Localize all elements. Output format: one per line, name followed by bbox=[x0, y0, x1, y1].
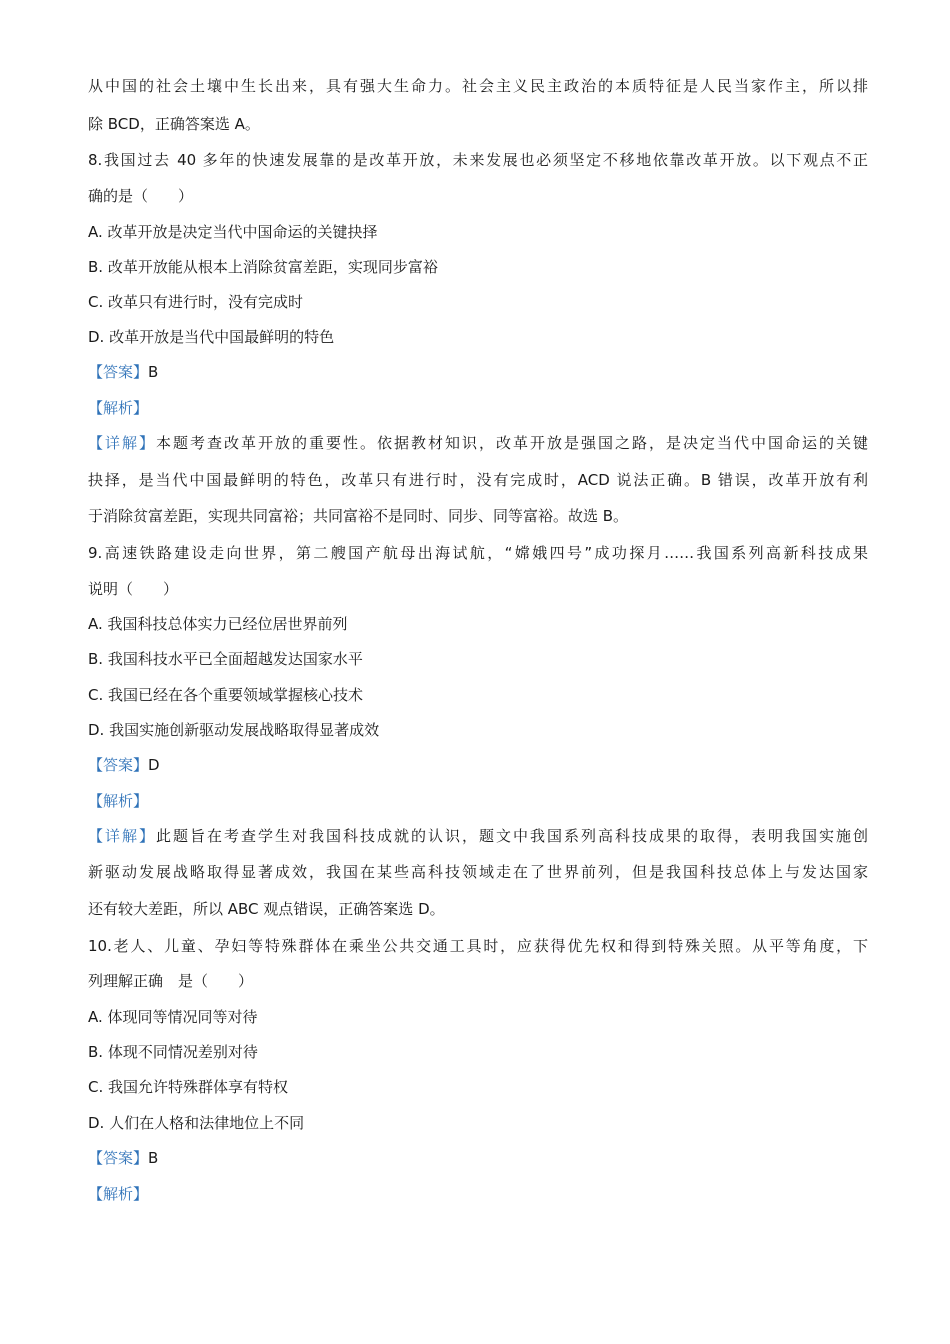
answer-tag: 【答案】 bbox=[88, 1149, 149, 1167]
q9-analysis-tag: 【解析】 bbox=[88, 792, 149, 810]
q8-detail-line-1 bbox=[88, 433, 868, 453]
answer-value: B bbox=[148, 1149, 159, 1167]
detail-text: 此题旨在考查学生对我国科技成就的认识，题文中我国系列高科技成果的取得，表明我国实施创 bbox=[156, 827, 868, 845]
q10-option-a: A. 体现同等情况同等对待 bbox=[88, 1008, 258, 1026]
q9-detail-line-2: 新驱动发展战略取得显著成效，我国在某些高科技领域走在了世界前列，但是我国科技总体上与发达国家 bbox=[88, 863, 868, 881]
q9-option-a: A. 我国科技总体实力已经位居世界前列 bbox=[88, 615, 348, 633]
detail-tag: 【详解】 bbox=[88, 434, 156, 452]
detail-text: 本题考查改革开放的重要性。依据教材知识，改革开放是强国之路，是决定当代中国命运的关键 bbox=[156, 434, 868, 452]
q8-detail-line-2: 抉择，是当代中国最鲜明的特色，改革只有进行时，没有完成时，ACD 说法正确。B 错误，改革开放有利 bbox=[88, 471, 868, 489]
q10-option-c: C. 我国允许特殊群体享有特权 bbox=[88, 1078, 289, 1096]
answer-value: B bbox=[148, 363, 159, 381]
q8-option-a: A. 改革开放是决定当代中国命运的关键抉择 bbox=[88, 223, 378, 241]
q8-option-d: D. 改革开放是当代中国最鲜明的特色 bbox=[88, 328, 335, 346]
q8-analysis-tag: 【解析】 bbox=[88, 399, 149, 417]
q8-detail-line-3: 于消除贫富差距，实现共同富裕；共同富裕不是同时、同步、同等富裕。故选 B。 bbox=[88, 507, 629, 525]
q10-answer bbox=[88, 1148, 868, 1168]
intro-line-1: 从中国的社会土壤中生长出来，具有强大生命力。社会主义民主政治的本质特征是人民当家作主，所以排 bbox=[88, 77, 868, 95]
q8-stem-line-2: 确的是（ ） bbox=[88, 187, 194, 205]
q8-stem-line-1: 8.我国过去 40 多年的快速发展靠的是改革开放，未来发展也必须坚定不移地依靠改革开放。以下观点不正 bbox=[88, 151, 868, 169]
q9-stem-line-2: 说明（ ） bbox=[88, 580, 179, 598]
answer-tag: 【答案】 bbox=[88, 756, 149, 774]
q8-option-c: C. 改革只有进行时，没有完成时 bbox=[88, 293, 304, 311]
q9-option-c: C. 我国已经在各个重要领域掌握核心技术 bbox=[88, 686, 364, 704]
answer-tag: 【答案】 bbox=[88, 363, 149, 381]
q9-answer bbox=[88, 755, 868, 775]
q9-option-d: D. 我国实施创新驱动发展战略取得显著成效 bbox=[88, 721, 380, 739]
q9-detail-line-1 bbox=[88, 826, 868, 846]
q10-analysis-tag: 【解析】 bbox=[88, 1185, 149, 1203]
q8-answer bbox=[88, 362, 868, 382]
q9-detail-line-3: 还有较大差距，所以 ABC 观点错误，正确答案选 D。 bbox=[88, 900, 445, 918]
q10-stem-line-1: 10.老人、儿童、孕妇等特殊群体在乘坐公共交通工具时，应获得优先权和得到特殊关照。从平等角度，下 bbox=[88, 937, 868, 955]
q10-option-b: B. 体现不同情况差别对待 bbox=[88, 1043, 258, 1061]
detail-tag: 【详解】 bbox=[88, 827, 156, 845]
answer-value: D bbox=[148, 756, 160, 774]
q9-stem-line-1: 9.高速铁路建设走向世界，第二艘国产航母出海试航，“嫦娥四号”成功探月……我国系列高新科技成果 bbox=[88, 544, 868, 562]
q9-option-b: B. 我国科技水平已全面超越发达国家水平 bbox=[88, 650, 363, 668]
intro-line-2: 除 BCD，正确答案选 A。 bbox=[88, 115, 260, 133]
q10-option-d: D. 人们在人格和法律地位上不同 bbox=[88, 1114, 305, 1132]
q10-stem-line-2: 列理解正确 是（ ） bbox=[88, 972, 254, 990]
q8-option-b: B. 改革开放能从根本上消除贫富差距，实现同步富裕 bbox=[88, 258, 438, 276]
